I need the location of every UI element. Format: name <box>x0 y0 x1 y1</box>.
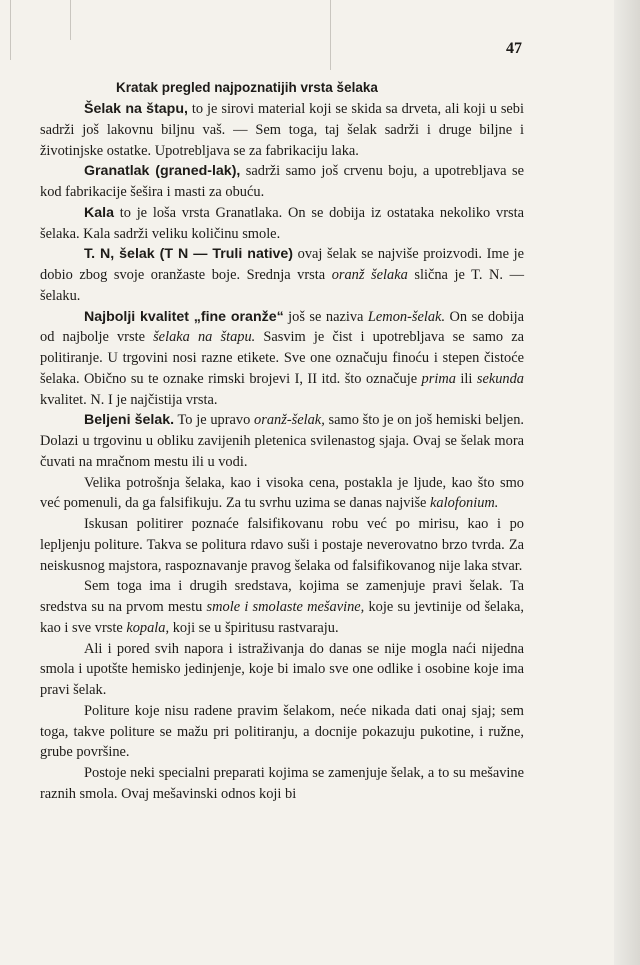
paragraph: Politure koje nisu radene pravim šelakom, neće nikada dati onaj sjaj; sem toga, takve politure se mažu pri politiranju, a docnije pokazuju pukotine, i ružne, grube površine. <box>40 702 524 761</box>
paragraph: Beljeni šelak. To je upravo oranž-šelak, samo što je on još hemiski beljen. Dolazi u trgovinu u obliku zavijenih pletenica svilenastog sjaja. Ovaj se šelak mora čuvati na mračnom mestu ili u vodi. <box>40 412 524 470</box>
paragraph: Sem toga ima i drugih sredstava, kojima se zamenjuje pravi šelak. Ta sredstva su na prvom mestu smole i smolaste mešavine, koje su jevtinije od šelaka, kao i sve vrste kopala, koji se u špiritusu rastvaraju. <box>40 578 524 636</box>
scan-artifact-line <box>330 0 331 70</box>
paragraph: Šelak na štapu, to je sirovi material koji se skida sa drveta, ali koji u sebi sadrži još lakovnu biljnu vaš. — Sem toga, taj šelak sadrži i druge biljne i životinjske ostatke. Upotrebljava se za fabrikaciju laka. <box>40 101 524 159</box>
paragraph: Ali i pored svih napora i istraživanja do danas se nije mogla naći nijedna smola i upotšte hemisko jedinjenje, koje bi imalo sve one odlike i osobine koje ima pravi šelak. <box>40 640 524 698</box>
paragraph: Najbolji kvalitet „fine oranže“ još se naziva Lemon-šelak. On se dobija od najbolje vrste šelaka na štapu. Sasvim je čist i upotrebljava se samo za politiranje. U trgovini nosi razne etikete. Sve one označuju finoću i stepen čistoće šelaka. Obično su te oznake rimski brojevi I, II itd. što označuje prima ili sekunda kvalitet. N. I je najčistija vrsta. <box>40 308 524 408</box>
term: Kala <box>84 204 114 221</box>
paragraph: Iskusan politirer poznaće falsifikovanu robu već po mirisu, kao i po lepljenju politure. Takva se politura rdavo suši i postaje neverovatno brzo tvrda. Za neiskusnog majstora, raspoznavanje pravog šelaka od falsifikovanog nije laka stvar. <box>40 516 524 574</box>
term: Granatlak (graned-lak), <box>84 163 241 180</box>
scan-artifact-line <box>70 0 71 40</box>
paragraph: Velika potrošnja šelaka, kao i visoka cena, postakla je ljude, kao što smo već pomenuli, da ga falsifikuju. Za tu svrhu uzima se danas najviše kalofonium. <box>40 474 524 512</box>
paragraph: Granatlak (graned-lak), sadrži samo još crvenu boju, a upotrebljava se kod fabrikacije šešira i masti za obuću. <box>40 163 524 200</box>
page-number: 47 <box>506 40 522 57</box>
term: Beljeni šelak. <box>84 412 175 429</box>
paragraph: Kala to je loša vrsta Granatlaka. On se dobija iz ostataka nekoliko vrsta šelaka. Kala sadrži veliku količinu smole. <box>40 204 524 242</box>
page-edge-gutter <box>614 0 640 965</box>
term: Šelak na štapu, <box>84 101 188 117</box>
term: T. N, šelak (T N — Truli native) <box>84 246 294 263</box>
paragraph: T. N, šelak (T N — Truli native) ovaj šelak se najviše proizvodi. Ime je dobio zbog svoje oranžaste boje. Srednja vrsta oranž šelaka slična je T. N. — šelaku. <box>40 246 524 304</box>
body-text <box>40 99 524 805</box>
paragraph: Postoje neki specialni preparati kojima se zamenjuje šelak, a to su mešavine raznih smola. Ovaj mešavinski odnos koji bi <box>40 765 524 802</box>
term: Najbolji kvalitet „fine oranže“ <box>84 308 284 325</box>
scan-artifact-line <box>10 0 11 60</box>
section-heading: Kratak pregled najpoznatijih vrsta šelaka <box>116 80 378 95</box>
